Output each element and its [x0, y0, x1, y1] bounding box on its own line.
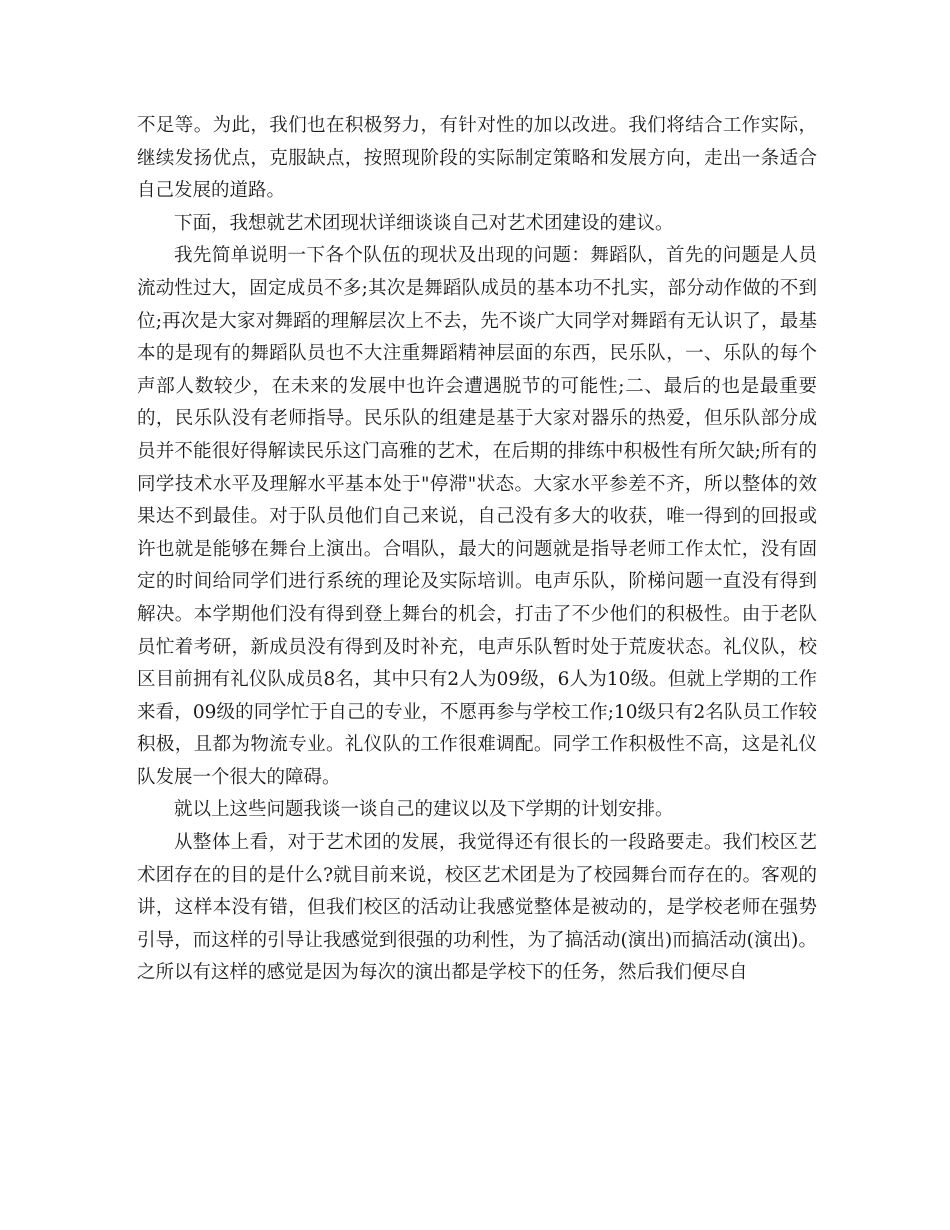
paragraph-4: 就以上这些问题我谈一谈自己的建议以及下学期的计划安排。	[174, 799, 674, 821]
paragraph-3: 我先简单说明一下各个队伍的现状及出现的问题：舞蹈队，首先的问题是人员流动性过大，固定成员不多;其次是舞蹈队成员的基本功不扎实，部分动作做的不到位;再次是大家对舞蹈的理解层次上不去，先不谈广大同学对舞蹈有无认识了，最基本的是现有的舞蹈队员也不大注重舞蹈精神层面的东西，民乐队，一、乐队的每个声部人数较少，在未来的发展中也许会遭遇脱节的可能性;二、最后的也是最重要的，民乐队没有老师指导。民乐队的组建是基于大家对器乐的热爱，但乐队部分成员并不能很好得解读民乐这门高雅的艺术，在后期的排练中积极性有所欠缺;所有的同学技术水平及理解水平基本处于"停滞"状态。大家水平参差不齐，所以整体的效果达不到最佳。对于队员他们自己来说，自己没有多大的收获，唯一得到的回报或许也就是能够在舞台上演出。合唱队，最大的问题就是指导老师工作太忙，没有固定的时间给同学们进行系统的理论及实际培训。电声乐队，阶梯问题一直没有得到解决。本学期他们没有得到登上舞台的机会，打击了不少他们的积极性。由于老队员忙着考研，新成员没有得到及时补充，电声乐队暂时处于荒废状态。礼仪队，校区目前拥有礼仪队成员8名，其中只有2人为09级，6人为10级。但就上学期的工作来看，09级的同学忙于自己的专业，不愿再参与学校工作;10级只有2名队员工作较积极，且都为物流专业。礼仪队的工作很难调配。同学工作积极性不高，这是礼仪队发展一个很大的障碍。	[137, 245, 817, 788]
document-page	[137, 110, 817, 990]
paragraph-5: 从整体上看，对于艺术团的发展，我觉得还有很长的一段路要走。我们校区艺术团存在的目的是什么?就目前来说，校区艺术团是为了校园舞台而存在的。客观的讲，这样本没有错，但我们校区的活动让我感觉整体是被动的，是学校老师在强势引导，而这样的引导让我感觉到很强的功利性，为了搞活动(演出)而搞活动(演出)。之所以有这样的感觉是因为每次的演出都是学校下的任务，然后我们便尽自	[137, 832, 817, 984]
paragraph-2: 下面，我想就艺术团现状详细谈谈自己对艺术团建设的建议。	[174, 212, 674, 234]
paragraph-1: 不足等。为此，我们也在积极努力，有针对性的加以改进。我们将结合工作实际，继续发扬优点，克服缺点，按照现阶段的实际制定策略和发展方向，走出一条适合自己发展的道路。	[137, 115, 817, 202]
